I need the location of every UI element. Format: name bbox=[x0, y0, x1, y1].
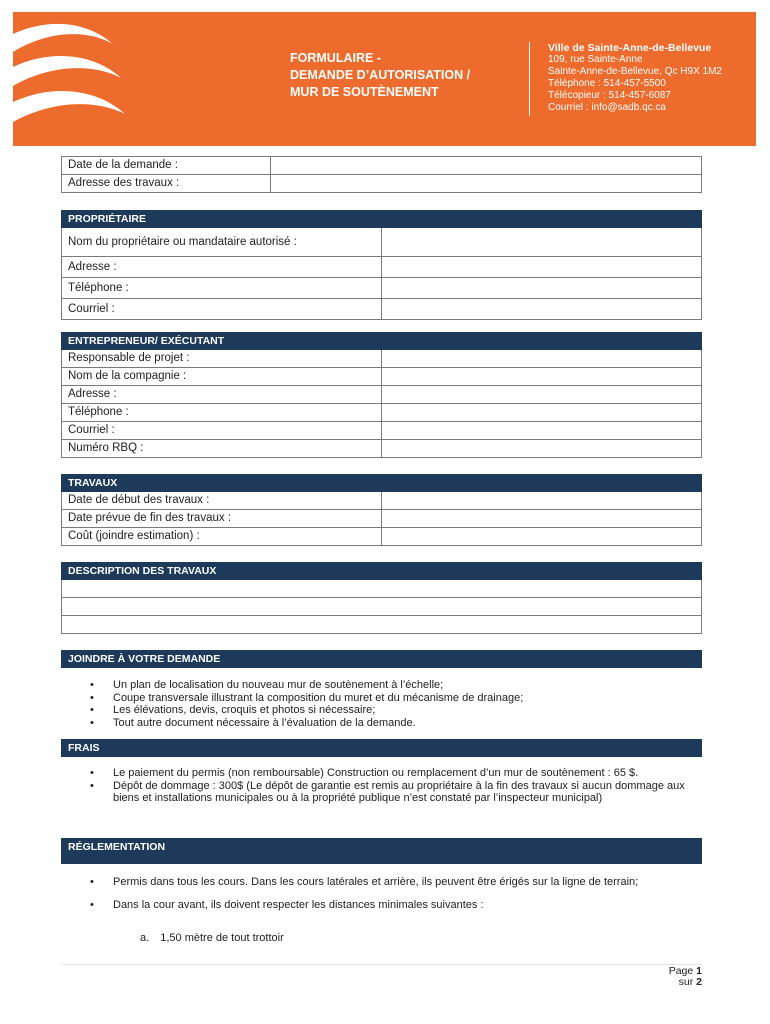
page-current: 1 bbox=[696, 965, 702, 977]
contact-fax: Télécopieur : 514-457-6087 bbox=[548, 90, 671, 101]
owner-table bbox=[61, 210, 702, 320]
attach-item-4: • Tout autre document nécessaire à l’évaluation de la demande. bbox=[90, 717, 523, 730]
regulation-sub-text: 1,50 mètre de tout trottoir bbox=[160, 932, 284, 944]
description-section-title: DESCRIPTION DES TRAVAUX bbox=[62, 563, 702, 580]
contractor-phone-field[interactable] bbox=[382, 404, 702, 422]
attach-section-title: JOINDRE À VOTRE DEMANDE bbox=[61, 650, 702, 668]
works-cost-field[interactable] bbox=[382, 528, 702, 546]
contractor-table bbox=[61, 332, 702, 458]
page-sep: sur bbox=[678, 976, 694, 988]
owner-address-field[interactable] bbox=[382, 257, 702, 278]
header-divider bbox=[529, 42, 530, 116]
attach-list bbox=[90, 679, 523, 729]
attach-item-1: • Un plan de localisation du nouveau mur de soutènement à l’échelle; bbox=[90, 679, 523, 692]
works-table bbox=[61, 474, 702, 546]
owner-email-label: Courriel : bbox=[62, 299, 382, 320]
contact-city: Sainte-Anne-de-Bellevue, Qc H9X 1M2 bbox=[548, 66, 722, 77]
regulation-item-1: • Permis dans tous les cours. Dans les cours latérales et arrière, ils peuvent être érigés sur la ligne de terrain; bbox=[90, 876, 702, 889]
contractor-address-field[interactable] bbox=[382, 386, 702, 404]
footer-divider bbox=[61, 964, 702, 965]
contractor-section-title: ENTREPRENEUR/ EXÉCUTANT bbox=[62, 333, 702, 350]
page-label: Page bbox=[668, 965, 694, 977]
works-end-date-label: Date prévue de fin des travaux : bbox=[62, 510, 382, 528]
contractor-company-field[interactable] bbox=[382, 368, 702, 386]
date-label: Date de la demande : bbox=[62, 157, 271, 175]
owner-section-title: PROPRIÉTAIRE bbox=[62, 211, 702, 228]
contact-name: Ville de Sainte-Anne-de-Bellevue bbox=[548, 42, 712, 54]
form-title-line-2: DEMANDE D’AUTORISATION / bbox=[290, 68, 471, 82]
owner-email-field[interactable] bbox=[382, 299, 702, 320]
form-title-line-1: FORMULAIRE - bbox=[290, 51, 381, 65]
contractor-rbq-field[interactable] bbox=[382, 440, 702, 458]
header-banner bbox=[13, 12, 756, 146]
contractor-phone-label: Téléphone : bbox=[62, 404, 382, 422]
works-section-title: TRAVAUX bbox=[62, 475, 702, 492]
form-title bbox=[290, 50, 470, 101]
contractor-email-field[interactable] bbox=[382, 422, 702, 440]
regulation-list bbox=[90, 876, 702, 911]
fees-item-2: • Dépôt de dommage : 300$ (Le dépôt de garantie est remis au propriétaire à la fin des travaux si aucun dommage aux biens et installations municipales ou à la propriété publique n’est constaté par l’inspecteur municipal) bbox=[90, 780, 702, 805]
owner-address-label: Adresse : bbox=[62, 257, 382, 278]
contact-email: Courriel : info@sadb.qc.ca bbox=[548, 102, 666, 113]
work-address-label: Adresse des travaux : bbox=[62, 175, 271, 193]
contractor-project-manager-field[interactable] bbox=[382, 350, 702, 368]
description-line-3[interactable] bbox=[62, 616, 702, 634]
attach-item-3: • Les élévations, devis, croquis et photos si nécessaire; bbox=[90, 704, 523, 717]
contractor-company-label: Nom de la compagnie : bbox=[62, 368, 382, 386]
contractor-rbq-label: Numéro RBQ : bbox=[62, 440, 382, 458]
fees-item-1: • Le paiement du permis (non remboursable) Construction ou remplacement d’un mur de soutènement : 65 $. bbox=[90, 767, 702, 780]
regulation-section-title: RÉGLEMENTATION bbox=[61, 838, 702, 864]
owner-phone-label: Téléphone : bbox=[62, 278, 382, 299]
description-table bbox=[61, 562, 702, 634]
contact-block bbox=[548, 42, 722, 114]
contractor-project-manager-label: Responsable de projet : bbox=[62, 350, 382, 368]
regulation-item-2: • Dans la cour avant, ils doivent respecter les distances minimales suivantes : bbox=[90, 899, 702, 912]
attach-item-2: • Coupe transversale illustrant la composition du muret et du mécanisme de drainage; bbox=[90, 692, 523, 705]
works-cost-label: Coût (joindre estimation) : bbox=[62, 528, 382, 546]
description-line-2[interactable] bbox=[62, 598, 702, 616]
general-table bbox=[61, 156, 702, 193]
page-total: 2 bbox=[696, 976, 702, 988]
owner-name-field[interactable] bbox=[382, 228, 702, 257]
date-field[interactable] bbox=[271, 157, 702, 175]
page-number bbox=[669, 966, 702, 988]
fees-section-title: FRAIS bbox=[61, 739, 702, 757]
regulation-sub-marker: a. bbox=[140, 932, 150, 944]
owner-phone-field[interactable] bbox=[382, 278, 702, 299]
contractor-address-label: Adresse : bbox=[62, 386, 382, 404]
owner-name-label: Nom du propriétaire ou mandataire autorisé : bbox=[62, 228, 382, 257]
description-line-1[interactable] bbox=[62, 580, 702, 598]
contact-address: 109, rue Sainte-Anne bbox=[548, 54, 643, 65]
works-start-date-field[interactable] bbox=[382, 492, 702, 510]
fees-list bbox=[90, 767, 702, 805]
works-end-date-field[interactable] bbox=[382, 510, 702, 528]
contact-phone: Téléphone : 514-457-5500 bbox=[548, 78, 666, 89]
municipal-logo-waves bbox=[13, 12, 163, 146]
work-address-field[interactable] bbox=[271, 175, 702, 193]
regulation-sub-item bbox=[140, 932, 284, 945]
form-title-line-3: MUR DE SOUTÈNEMENT bbox=[290, 85, 439, 99]
contractor-email-label: Courriel : bbox=[62, 422, 382, 440]
works-start-date-label: Date de début des travaux : bbox=[62, 492, 382, 510]
